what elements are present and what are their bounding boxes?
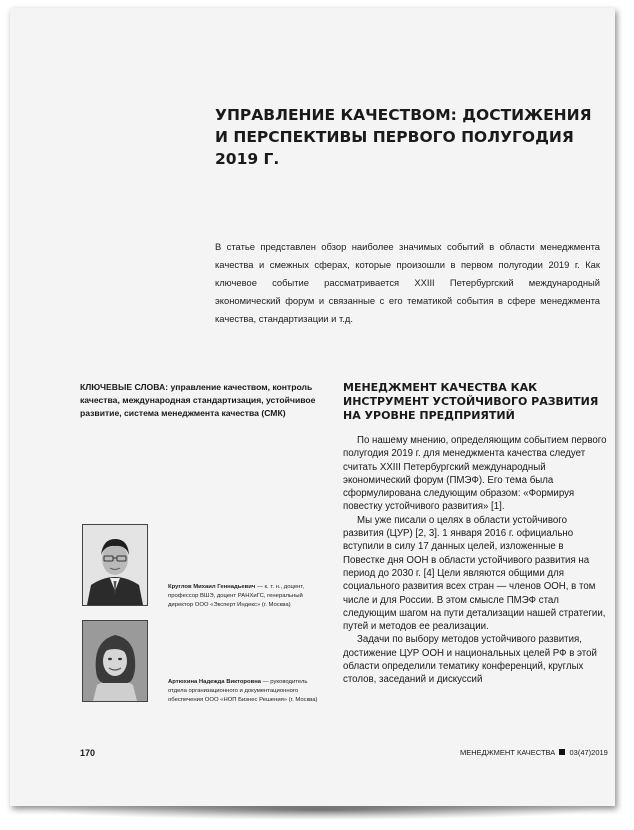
- issue-number: 03(47)2019: [569, 748, 608, 757]
- page-number: 170: [80, 748, 96, 758]
- author-photo: [82, 620, 148, 702]
- author-name: Круглов Михаил Геннадьевич: [168, 584, 256, 590]
- section-heading: МЕНЕДЖМЕНТ КАЧЕСТВА КАК ИНСТРУМЕНТ УСТОЙЧИВОГО РАЗВИТИЯ НА УРОВНЕ ПРЕДПРИЯТИЙ: [343, 381, 599, 422]
- article-abstract: В статье представлен обзор наиболее значимых событий в области менеджмента качества и смежных сферах, которые произошли в первом полугодии 2019 г. Как ключевое событие рассматривается XXIII Петербургский международный экономический форум и связанные с его тематикой события в сфере менеджмента качества, стандартизации и т.д.: [215, 241, 600, 324]
- journal-page: [10, 8, 615, 806]
- man-portrait-image: [83, 525, 147, 605]
- article-title: УПРАВЛЕНИЕ КАЧЕСТВОМ: ДОСТИЖЕНИЯ И ПЕРСПЕКТИВЫ ПЕРВОГО ПОЛУГОДИЯ 2019 Г.: [215, 106, 592, 168]
- running-head: [460, 748, 615, 757]
- keywords-label: КЛЮЧЕВЫЕ СЛОВА:: [80, 382, 169, 392]
- author-caption: [168, 583, 318, 610]
- author-details: — к. т. н., доцент, профессор ВШЭ, доцент РАНХиГС, генеральный директор ООО «Эксперт Индекс» (г. Москва): [168, 584, 305, 608]
- square-separator-icon: [559, 749, 565, 755]
- author-name: Артюхина Надежда Викторовна: [168, 679, 262, 685]
- body-paragraph: Задачи по выбору методов устойчивого развития, достижение ЦУР ООН и национальных целей РФ в этой области определили тематику конференций, круглых столов, заседаний и дискуссий: [343, 634, 597, 686]
- body-paragraph: Мы уже писали о целях в области устойчивого развития (ЦУР) [2, 3]. 1 января 2016 г. официально вступили в силу 17 данных целей, изложенные в Повестке дня ООН в области устойчивого развития на период до 2030 г. [4] Цели являются общими для социального развития всех стран — членов ООН, в том числе и для России. В этом смысле ПМЭФ стал следующим шагом на пути детализации нашей стратегии, путей и методов ее реализации.: [343, 514, 606, 633]
- author-details: — руководитель отдела организационного и документационного обеспечения ООО «НОП Бизнес Решения» (г. Москва): [168, 679, 318, 703]
- keywords-block: [80, 381, 320, 420]
- section-body: [343, 434, 608, 709]
- author-photo: [82, 524, 148, 606]
- author-caption: [168, 678, 318, 705]
- keywords-list: управление качеством, контроль качества, международная стандартизация, устойчивое развитие, система менеджмента качества (СМК): [80, 382, 316, 418]
- body-paragraph: По нашему мнению, определяющим событием первого полугодия 2019 г. для менеджмента качества следует считать XXIII Петербургский международный экономический форум (ПМЭФ). Его тема была сформулирована следующим образом: «Формируя повестку устойчивого развития» [1].: [343, 435, 607, 513]
- woman-portrait-image: [83, 621, 147, 701]
- journal-name: МЕНЕДЖМЕНТ КАЧЕСТВА: [460, 748, 556, 757]
